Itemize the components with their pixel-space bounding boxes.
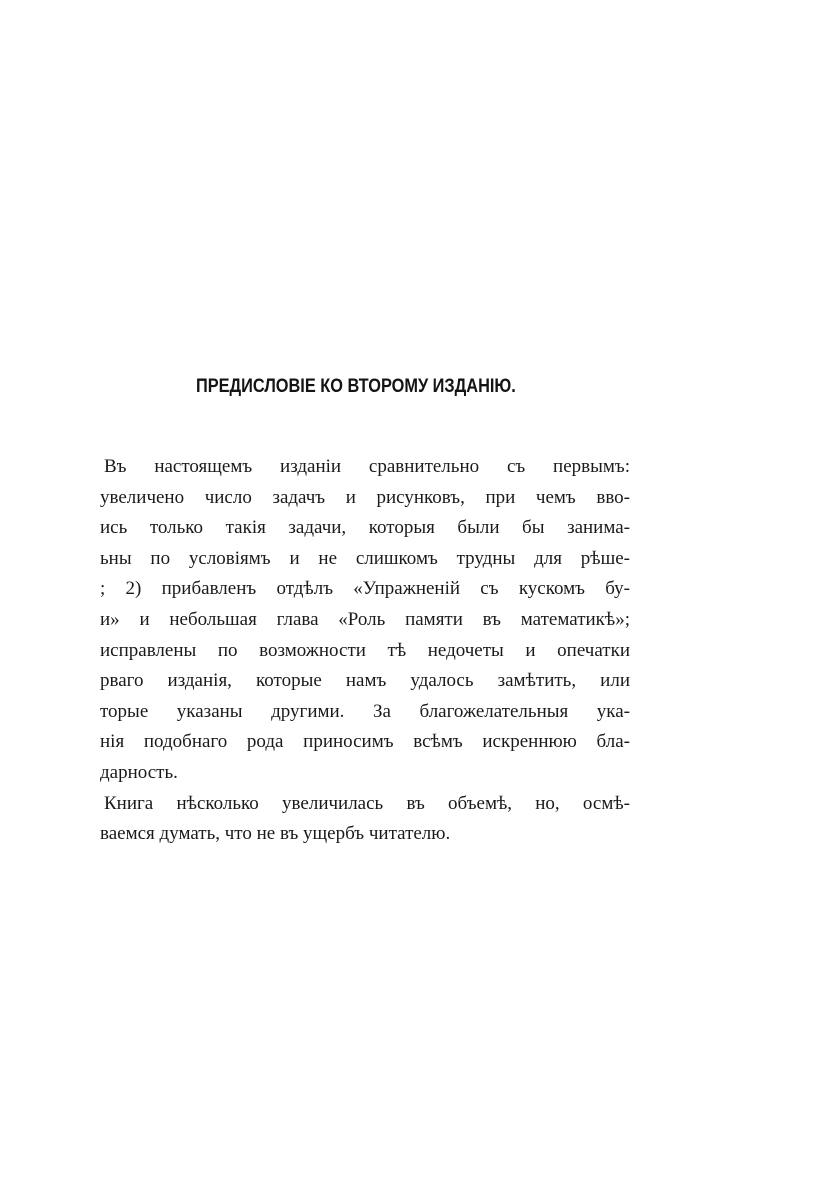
text-line: ; 2) прибавленъ отдѣлъ «Упражненій съ кускомъ бу- — [100, 578, 630, 600]
text-line: ваемся думать, что не въ ущербъ читателю. — [100, 823, 451, 845]
text-line: нія подобнаго рода приносимъ всѣмъ искреннюю бла- — [100, 731, 630, 753]
text-line: ьны по условіямъ и не слишкомъ трудны для рѣше- — [100, 547, 630, 569]
text-line: Въ настоящемъ изданіи сравнительно съ первымъ: — [104, 456, 630, 477]
text-line: увеличено число задачъ и рисунковъ, при чемъ вво- — [100, 486, 630, 508]
text-line: торые указаны другими. За благожелательныя ука- — [100, 700, 630, 722]
text-line: рваго изданія, которые намъ удалось замѣтить, или — [100, 670, 630, 692]
text-line: ись только такія задачи, которыя были бы занима- — [100, 517, 630, 539]
body-text — [100, 452, 660, 850]
text-line: дарность. — [100, 761, 178, 783]
text-line: исправлены по возможности тѣ недочеты и опечатки — [100, 639, 630, 661]
text-line: и» и небольшая глава «Роль памяти въ математикѣ»; — [100, 608, 630, 630]
text-line: Книга нѣсколько увеличилась въ объемѣ, но, осмѣ- — [104, 792, 630, 814]
page-heading: ПРЕДИСЛОВІЕ КО ВТОРОМУ ИЗДАНІЮ. — [196, 376, 516, 397]
